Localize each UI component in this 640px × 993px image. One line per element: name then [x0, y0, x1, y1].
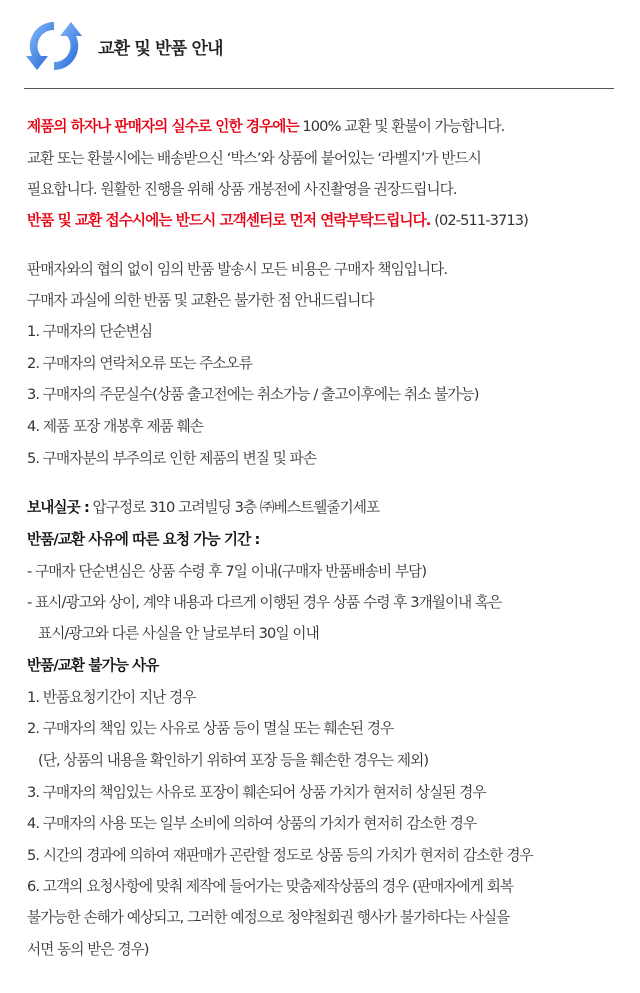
notice-line-3: 필요합니다. 원활한 진행을 위해 상품 개봉전에 사진촬영을 권장드립니다. — [27, 181, 457, 198]
period-line-2: - 표시/광고와 상이, 계약 내용과 다르게 이행된 경우 상품 수령 후 3개월이내 혹은 — [27, 594, 502, 611]
page-header — [24, 14, 616, 90]
list-item: 5. 시간의 경과에 의하여 재판매가 곤란할 정도로 상품 등의 가치가 현저히 감소한 경우 — [27, 847, 533, 864]
list-item: 6. 고객의 요청사항에 맞춰 제작에 들어가는 맞춤제작상품의 경우 (판매자에게 회복 — [27, 878, 514, 895]
refresh-arrows-icon — [24, 16, 84, 76]
impossible-heading: 반품/교환 불가능 사유 — [27, 657, 159, 674]
notice-line-2: 교환 또는 환불시에는 배송받으신 ‘박스’와 상품에 붙어있는 ‘라벨지’가 반드시 — [27, 150, 481, 167]
list-item-note: (단, 상품의 내용을 확인하기 위하여 포장 등을 훼손한 경우는 제외) — [38, 752, 429, 769]
period-line-3: 표시/광고와 다른 사실을 안 날로부터 30일 이내 — [38, 625, 319, 642]
list-item: 2. 구매자의 연락처오류 또는 주소오류 — [27, 355, 253, 372]
page-title: 교환 및 반품 안내 — [98, 39, 223, 59]
list-item: 4. 제품 포장 개봉후 제품 훼손 — [27, 418, 203, 435]
list-item: 3. 구매자의 주문실수(상품 출고전에는 취소가능 / 출고이후에는 취소 불가능) — [27, 386, 479, 403]
return-address-value: 압구정로 310 고려빌딩 3층 ㈜베스트웰줄기세포 — [88, 499, 380, 516]
return-address — [27, 498, 379, 518]
list-item: 5. 구매자분의 부주의로 인한 제품의 변질 및 파손 — [27, 450, 317, 467]
header-divider — [24, 88, 614, 89]
period-line-1: - 구매자 단순변심은 상품 수령 후 7일 이내(구매자 반품배송비 부담) — [27, 563, 427, 580]
notice-line-4 — [27, 211, 528, 231]
list-item: 1. 반품요청기간이 지난 경우 — [27, 689, 196, 706]
customer-center-phone: (02-511-3713) — [430, 212, 528, 229]
list-item: 4. 구매자의 사용 또는 일부 소비에 의하여 상품의 가치가 현저히 감소한 경우 — [27, 815, 477, 832]
return-address-label: 보내실곳 : — [27, 499, 89, 516]
list-item: 2. 구매자의 책임 있는 사유로 상품 등이 멸실 또는 훼손된 경우 — [27, 720, 394, 737]
notice-highlight: 제품의 하자나 판매자의 실수로 인한 경우에는 — [27, 118, 299, 135]
policy-line-1: 판매자와의 협의 없이 임의 반품 발송시 모든 비용은 구매자 책임입니다. — [27, 261, 448, 278]
list-item: 3. 구매자의 책임있는 사유로 포장이 훼손되어 상품 가치가 현저히 상실된 경우 — [27, 784, 486, 801]
list-item-continued: 서면 동의 받은 경우) — [27, 941, 149, 958]
list-item-continued: 불가능한 손해가 예상되고, 그러한 예정으로 청약철회권 행사가 불가하다는 사실을 — [27, 909, 510, 926]
notice-line-1: 제품의 하자나 판매자의 실수로 인한 경우에는 100% 교환 및 환불이 가능합니다. — [27, 118, 505, 135]
period-heading: 반품/교환 사유에 따른 요청 가능 기간 : — [27, 531, 260, 548]
policy-line-2: 구매자 과실에 의한 반품 및 교환은 불가한 점 안내드립니다 — [27, 292, 374, 309]
list-item: 1. 구매자의 단순변심 — [27, 323, 153, 340]
notice-contact-highlight: 반품 및 교환 접수시에는 반드시 고객센터로 먼저 연락부탁드립니다. — [27, 212, 431, 229]
